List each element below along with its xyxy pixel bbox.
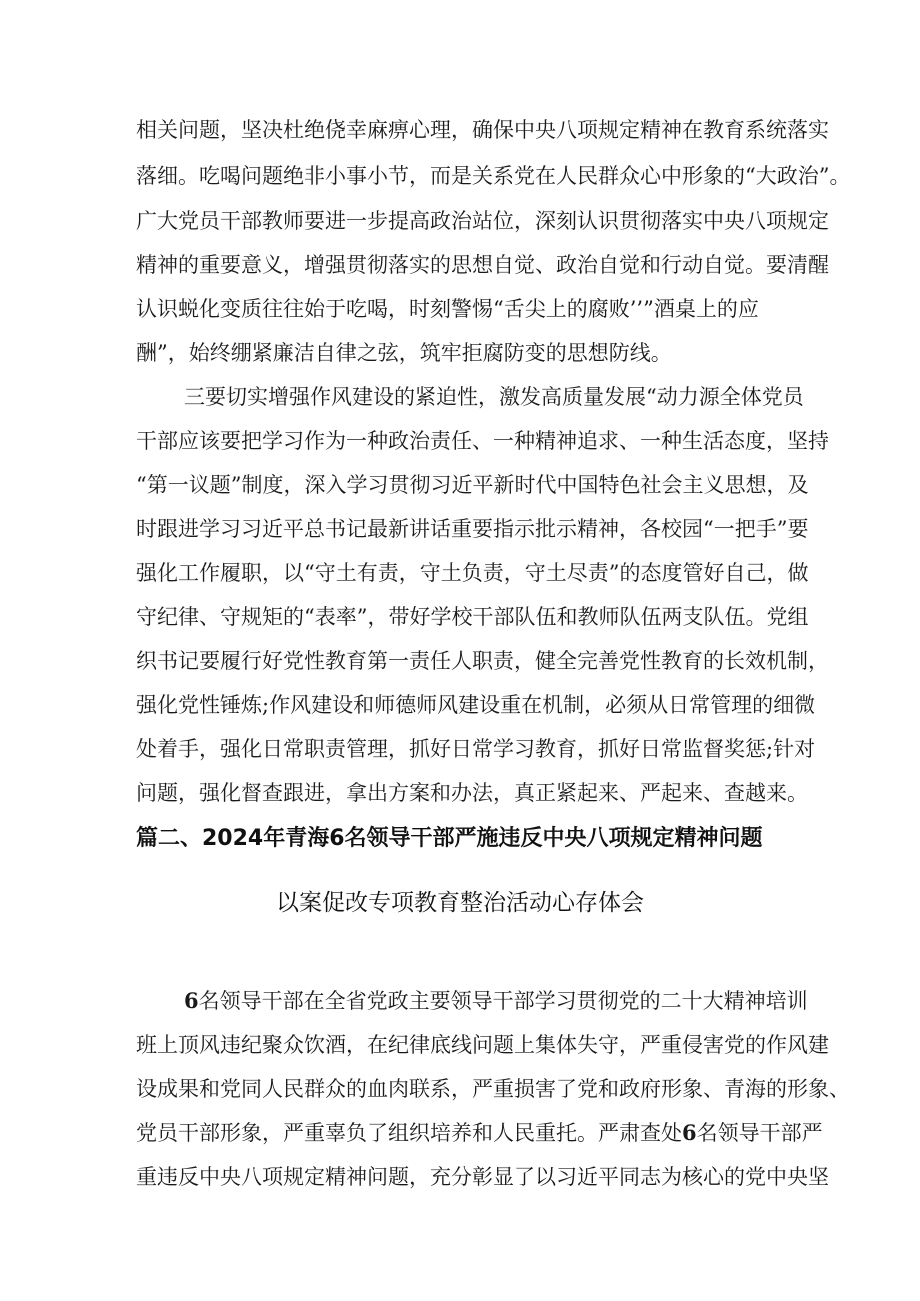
paragraph-line: 酬”，始终绷紧廉洁自律之弦，筑牢拒腐防变的思想防线。 (136, 341, 672, 365)
paragraph-line: 三要切实增强作风建设的紧迫性，激发高质量发展“动力源全体党员 (184, 385, 804, 409)
paragraph-line: 相关问题，坚决杜绝侥幸麻痹心理，确保中央八项规定精神在教育系统落实 (136, 118, 829, 142)
paragraph-line: 精神的重要意义，增强贯彻落实的思想自觉、政治自觉和行动自觉。要清醒 (136, 253, 829, 277)
section-title: 篇二、2024年青海6名领导干部严施违反中央八项规定精神问题 (136, 826, 763, 851)
paragraph-line: 设成果和党同人民群众的血肉联系，严重损害了党和政府形象、青海的形象、 (136, 1077, 850, 1101)
paragraph-text: 名领导干部在全省党政主要领导干部学习贯彻党的二十大精神培训 (198, 989, 808, 1013)
paragraph-line (136, 1119, 823, 1147)
paragraph-line: 时跟进学习习近平总书记最新讲话重要指示批示精神，各校园“一把手”要 (136, 517, 809, 541)
paragraph-line: 问题，强化督查跟进，拿出方案和办法，真正紧起来、严起来、查越来。 (136, 781, 808, 805)
paragraph-line: 强化工作履职，以“守土有责，守土负责，守土尽责”的态度管好自己，做 (136, 561, 809, 585)
number-text: 6 (682, 1120, 697, 1145)
section-subtitle: 以案促改专项教育整治活动心存体会 (276, 890, 644, 916)
paragraph-text: 党员干部形象，严重辜负了组织培养和人民重托。严肃查处 (136, 1121, 682, 1145)
paragraph-line: 干部应该要把学习作为一种政治责任、一种精神追求、一种生活态度，坚持 (136, 429, 829, 453)
paragraph-line: 认识蜕化变质往往始于吃喝，时刻警惕“舌尖上的腐败’’”酒桌上的应 (136, 297, 759, 321)
paragraph-line: “第一议题”制度，深入学习贯彻习近平新时代中国特色社会主义思想，及 (136, 473, 809, 497)
paragraph-line: 重违反中央八项规定精神问题，充分彰显了以习近平同志为核心的党中央坚 (136, 1165, 829, 1189)
paragraph-line: 落细。吃喝问题绝非小事小节，而是关系党在人民群众心中形象的“大政治”。 (136, 164, 851, 188)
paragraph-line: 班上顶风违纪聚众饮酒，在纪律底线问题上集体失守，严重侵害党的作风建 (136, 1033, 829, 1057)
paragraph-line (184, 987, 808, 1015)
number-text: 6 (184, 988, 199, 1013)
paragraph-line: 处着手，强化日常职责管理，抓好日常学习教育，抓好日常监督奖惩;针对 (136, 737, 816, 761)
paragraph-line: 强化党性锤炼;作风建设和师德师风建设重在机制，必须从日常管理的细微 (136, 693, 816, 717)
paragraph-line: 广大党员干部教师要进一步提高政治站位，深刻认识贯彻落实中央八项规定 (136, 209, 829, 233)
paragraph-line: 织书记要履行好党性教育第一责任人职责，健全完善党性教育的长效机制， (136, 649, 829, 673)
paragraph-text: 名领导干部严 (696, 1121, 823, 1145)
paragraph-line: 守纪律、守规矩的“表率”，带好学校干部队伍和教师队伍两支队伍。党组 (136, 605, 809, 629)
